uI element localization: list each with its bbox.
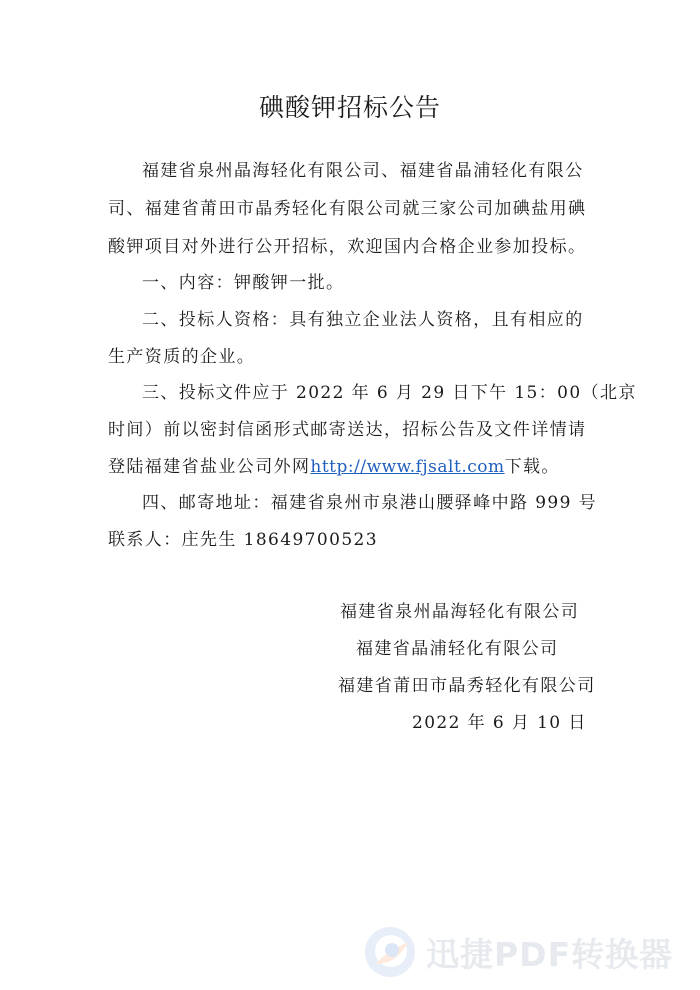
signature-company-2: 福建省晶浦轻化有限公司: [356, 639, 559, 659]
watermark: [362, 922, 673, 982]
watermark-text: 迅捷PDF转换器: [426, 934, 674, 974]
document-title: 碘酸钾招标公告: [258, 93, 441, 122]
section-deadline-line-2: 时间）前以密封信函形式邮寄送达，招标公告及文件详情请: [108, 420, 587, 440]
section-qualification-line-2: 生产资质的企业。: [108, 347, 256, 367]
download-text-suffix: 下载。: [504, 457, 560, 477]
website-link[interactable]: http://www.fjsalt.com: [310, 457, 505, 477]
section-deadline-line-3: [108, 452, 560, 477]
body-paragraph-intro-line-1: 福建省泉州晶海轻化有限公司、福建省晶浦轻化有限公: [142, 161, 584, 181]
signature-company-1: 福建省泉州晶海轻化有限公司: [340, 602, 580, 622]
signature-company-3: 福建省莆田市晶秀轻化有限公司: [338, 676, 596, 696]
signature-date: 2022 年 6 月 10 日: [412, 713, 587, 733]
section-qualification-line-1: 二、投标人资格：具有独立企业法人资格，且有相应的: [142, 310, 584, 330]
section-deadline-line-1: 三、投标文件应于 2022 年 6 月 29 日下午 15：00（北京: [142, 383, 637, 403]
xunjie-logo-icon: [362, 924, 418, 980]
contact-person: 联系人：庄先生 18649700523: [108, 530, 378, 550]
section-mailing-address: 四、邮寄地址：福建省泉州市泉港山腰驿峰中路 999 号: [142, 493, 598, 513]
body-paragraph-intro-line-3: 酸钾项目对外进行公开招标，欢迎国内合格企业参加投标。: [108, 237, 587, 257]
body-paragraph-intro-line-2: 司、福建省莆田市晶秀轻化有限公司就三家公司加碘盐用碘: [108, 199, 587, 219]
download-text-prefix: 登陆福建省盐业公司外网: [108, 457, 311, 477]
section-content: 一、内容：钾酸钾一批。: [142, 273, 345, 293]
